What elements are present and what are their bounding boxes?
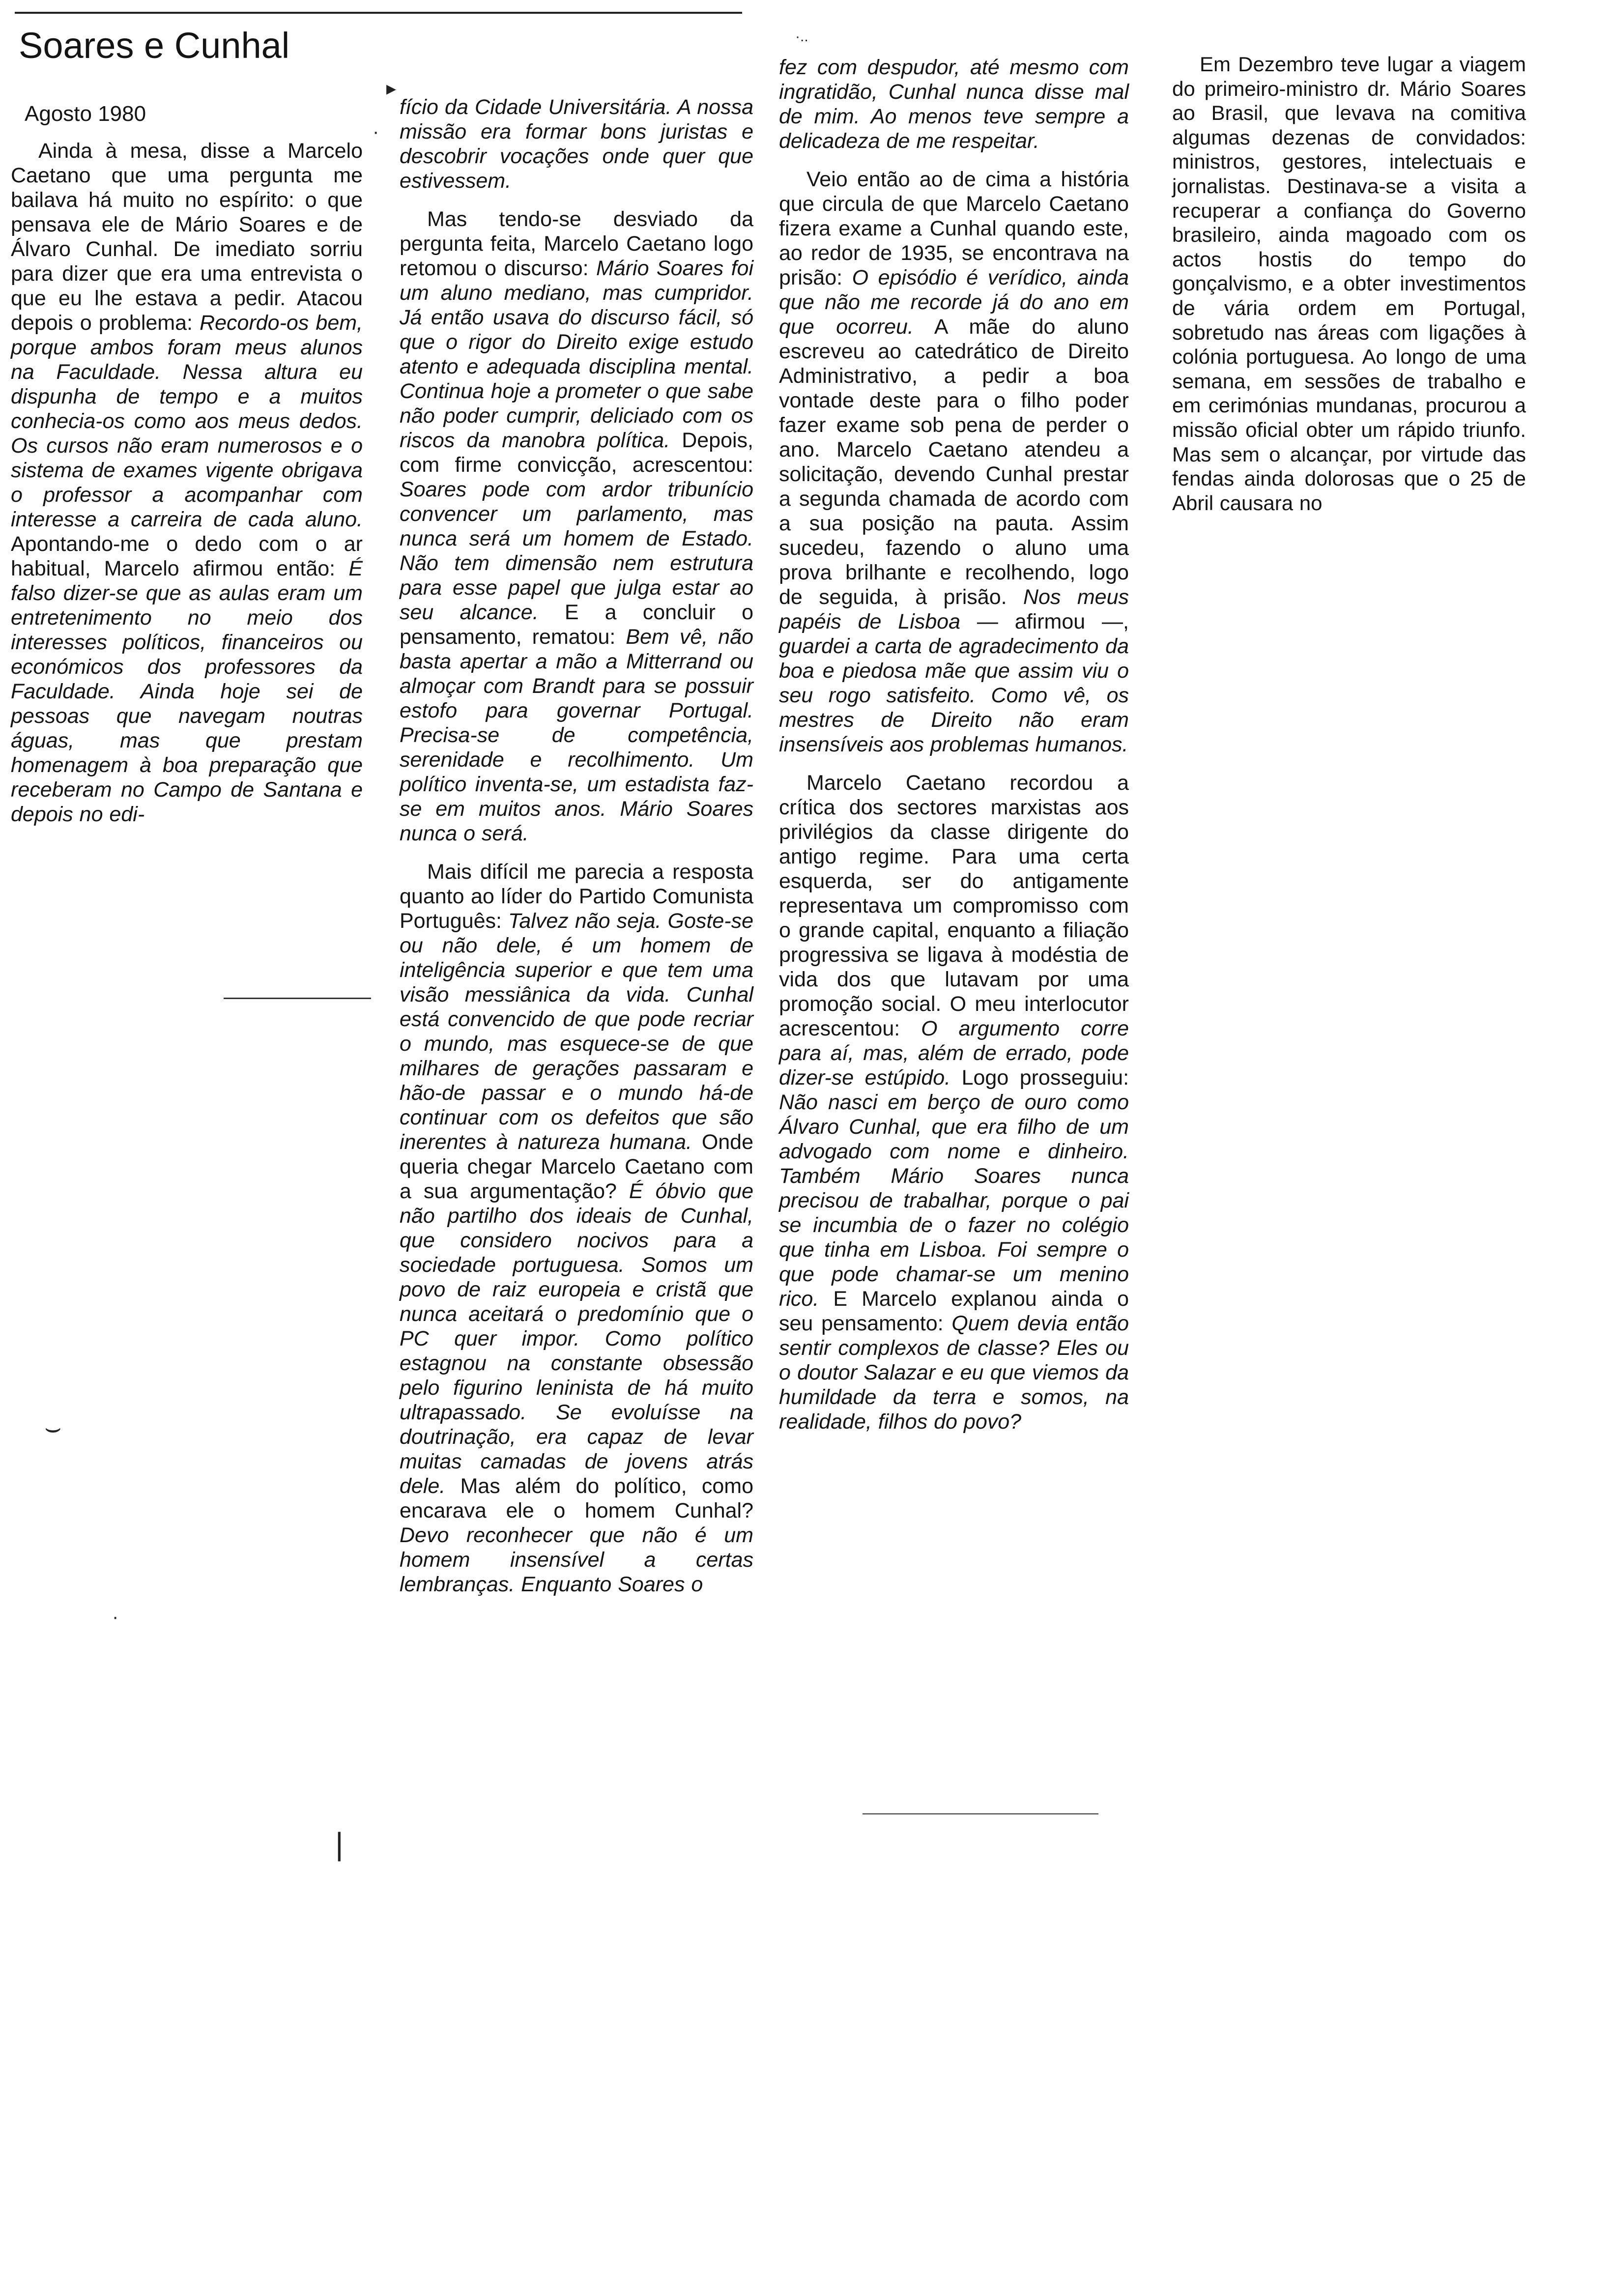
top-rule	[15, 12, 742, 14]
col3-paragraph-3: Marcelo Caetano recordou a crítica dos sectores marxistas aos privilégios da classe dirigente do antigo regime. Para uma certa esquerda, ser do antigamente representava um compromisso com o grande capital, enquanto a filiação progressiva se ligava à modéstia de vida dos que lutavam por uma promoção social. O meu interlocutor acrescentou: O argumento corre para aí, mas, além de errado, pode dizer-se estúpido. Logo prosseguiu: Não nasci em berço de ouro como Álvaro Cunhal, que era filho de um advogado com nome e dinheiro. Também Mário Soares nunca precisou de trabalhar, porque o pai se incumbia de o fazer no colégio que tinha em Lisboa. Foi sempre o que pode chamar-se um menino rico. E Marcelo explanou ainda o seu pensamento: Quem devia então sentir complexos de classe? Eles ou o doutor Salazar e eu que viemos da humildade da terra e somos, na realidade, filhos do povo?	[779, 771, 1129, 1434]
col2-paragraph-2: Mas tendo-se desviado da pergunta feita, Marcelo Caetano logo retomou o discurso: Mário Soares foi um aluno mediano, mas cumpridor. Já então usava do discurso fácil, só que o rigor do Direito exige estudo atento e adequada disciplina mental. Continua hoje a prometer o que sabe não poder cumprir, deliciado com os riscos da manobra política. Depois, com firme convicção, acrescentou: Soares pode com ardor tribunício convencer um parlamento, mas nunca será um homem de Estado. Não tem dimensão nem estrutura para esse papel que julga estar ao seu alcance. E a concluir o pensamento, rematou: Bem vê, não basta apertar a mão a Mitterrand ou almoçar com Brandt para se possuir estofo para governar Portugal. Precisa-se de competência, serenidade e recolhimento. Um político inventa-se, um estadista faz-se em muitos anos. Mário Soares nunca o será.	[400, 207, 754, 845]
col3-paragraph-2: Veio então ao de cima a história que circula de que Marcelo Caetano fizera exame a Cunhal quando este, ao redor de 1935, se encontrava na prisão: O episódio é verídico, ainda que não me recorde já do ano em que ocorreu. A mãe do aluno escreveu ao catedrático de Direito Administrativo, a pedir a boa vontade deste para o filho poder fazer exame sob pena de perder o ano. Marcelo Caetano atendeu a solicitação, devendo Cunhal prestar a segunda chamada de acordo com a sua posição na pauta. Assim sucedeu, fazendo o aluno uma prova brilhante e recolhendo, logo de seguida, à prisão. Nos meus papéis de Lisboa — afirmou —, guardei a carta de agradecimento da boa e piedosa mãe que assim viu o seu rogo satisfeito. Como vê, os mestres de Direito não eram insensíveis aos problemas humanos.	[779, 168, 1129, 756]
article-title: Soares e Cunhal	[19, 25, 290, 66]
column-1-end-rule	[224, 998, 371, 999]
col4-paragraph-1: Em Dezembro teve lugar a viagem do primeiro-ministro dr. Mário Soares ao Brasil, que levava na comitiva algumas dezenas de convidados: ministros, gestores, intelectuais e jornalistas. Destinava-se a visita a recuperar a confiança do Governo brasileiro, ainda magoado com os actos hostis do tempo do gonçalvismo, e a obter investimentos de vária ordem em Portugal, sobretudo nas áreas com ligações à colónia portuguesa. Ao longo de uma semana, em sessões de trabalho e em cerimónias mundanas, procurou a missão oficial obter um rápido triunfo. Mas sem o alcançar, por virtude das fendas ainda dolorosas que o 25 de Abril causara no	[1172, 53, 1526, 515]
stray-mark: |	[335, 1826, 344, 1862]
stray-mark: ▸	[386, 78, 397, 99]
col2-paragraph-1: fício da Cidade Universitária. A nossa missão era formar bons juristas e descobrir vocações onde quer que estivessem.	[400, 95, 753, 193]
column-3-end-rule	[863, 1813, 1098, 1814]
article-date: Agosto 1980	[25, 102, 146, 126]
column-3	[779, 55, 1129, 1434]
column-4	[1172, 52, 1526, 515]
stray-mark: ·..	[795, 29, 808, 45]
column-2	[400, 95, 753, 1597]
column-1	[11, 139, 363, 827]
col3-paragraph-1: fez com despudor, até mesmo com ingratidão, Cunhal nunca disse mal de mim. Ao menos teve sempre a delicadeza de me respeitar.	[779, 56, 1129, 153]
stray-mark: ⌣	[44, 1413, 62, 1442]
col2-paragraph-3: Mais difícil me parecia a resposta quanto ao líder do Partido Comunista Português: Talvez não seja. Goste-se ou não dele, é um homem de inteligência superior e que tem uma visão messiânica da vida. Cunhal está convencido de que pode recriar o mundo, mas esquece-se de que milhares de gerações passaram e hão-de passar e o mundo há-de continuar com os defeitos que são inerentes à natureza humana. Onde queria chegar Marcelo Caetano com a sua argumentação? É óbvio que não partilho dos ideais de Cunhal, que considero nocivos para a sociedade portuguesa. Somos um povo de raiz europeia e cristã que nunca aceitará o predomínio que o PC quer impor. Como político estagnou na constante obsessão pelo figurino leninista de há muito ultrapassado. Se evoluísse na doutrinação, era capaz de levar muitas camadas de jovens atrás dele. Mas além do político, como encarava ele o homem Cunhal? Devo reconhecer que não é um homem insensível a certas lembranças. Enquanto Soares o	[400, 860, 754, 1596]
stray-mark: ·	[112, 1606, 119, 1628]
col1-paragraph-1: Ainda à mesa, disse a Marcelo Caetano que uma pergunta me bailava há muito no espírito: o que pensava ele de Mário Soares e de Álvaro Cunhal. De imediato sorriu para dizer que era uma entrevista o que eu lhe estava a pedir. Atacou depois o problema: Recordo-os bem, porque ambos foram meus alunos na Faculdade. Nessa altura eu dispunha de tempo e a muitos conhecia-os como aos meus dedos. Os cursos não eram numerosos e o sistema de exames vigente obrigava o professor a acompanhar com interesse a carreira de cada aluno. Apontando-me o dedo com o ar habitual, Marcelo afirmou então: É falso dizer-se que as aulas eram um entretenimento no meio dos interesses políticos, financeiros ou económicos dos professores da Faculdade. Ainda hoje sei de pessoas que navegam noutras águas, mas que prestam homenagem à boa preparação que receberam no Campo de Santana e depois no edi-	[11, 139, 363, 826]
stray-mark: ·	[373, 121, 379, 143]
